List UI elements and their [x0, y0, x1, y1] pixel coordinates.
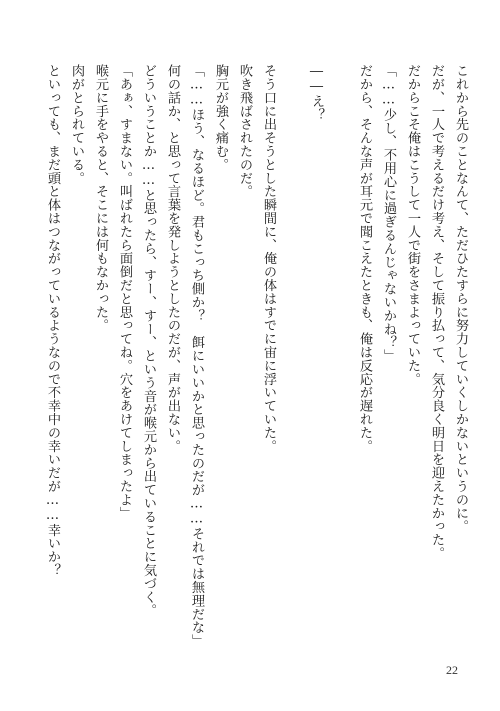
dialogue-line: 「……少し、不用心に過ぎるんじゃないかね？」 — [381, 64, 396, 363]
text-line: 肉がとられている。 — [69, 64, 84, 185]
page-number: 22 — [446, 663, 458, 677]
blank-line — [328, 64, 352, 624]
text-line: だからこそ俺はこうして一人で街をさまよっていた。 — [405, 64, 420, 386]
dialogue-line: 「……ほう、なるほど。君もこっち側か？ 餌にいいかと思ったのだが……それでは無理だな」 — [189, 64, 204, 648]
text-line: どういうことか……と思ったら、すー、すー、という音が喉元から出ていることに気づく。 — [141, 64, 156, 617]
dialogue-line: 「あぁ、すまない。叫ばれたら面倒だと思ってね。穴をあけてしまったよ」 — [117, 64, 132, 520]
text-line: 喉元に手をやると、そこには何もなかった。 — [93, 64, 108, 332]
text-line: 何の話か、と思って言葉を発しようとしたのだが、声が出ない。 — [165, 64, 180, 453]
text-line: といっても、まだ頭と体はつながっているようなので不幸中の幸いだが……幸いか？ — [45, 64, 60, 577]
text-line: 胸元が強く痛む。 — [213, 64, 228, 172]
text-line: ――え？ — [309, 64, 324, 122]
text-line: 吹き飛ばされたのだ。 — [237, 64, 252, 198]
text-line: これから先のことなんて、ただひたすらに努力していくしかないというのに。 — [453, 64, 468, 533]
body-text — [40, 64, 472, 648]
text-line: だが、一人で考えるだけ考え、そして振り払って、気分良く明日を迎えたかった。 — [429, 64, 444, 560]
text-line: そう口に出そうとした瞬間に、俺の体はすでに宙に浮いていた。 — [261, 64, 276, 453]
blank-line — [280, 64, 304, 624]
text-line: だから、そんな声が耳元で聞こえたときも、俺は反応が遅れた。 — [357, 64, 372, 453]
